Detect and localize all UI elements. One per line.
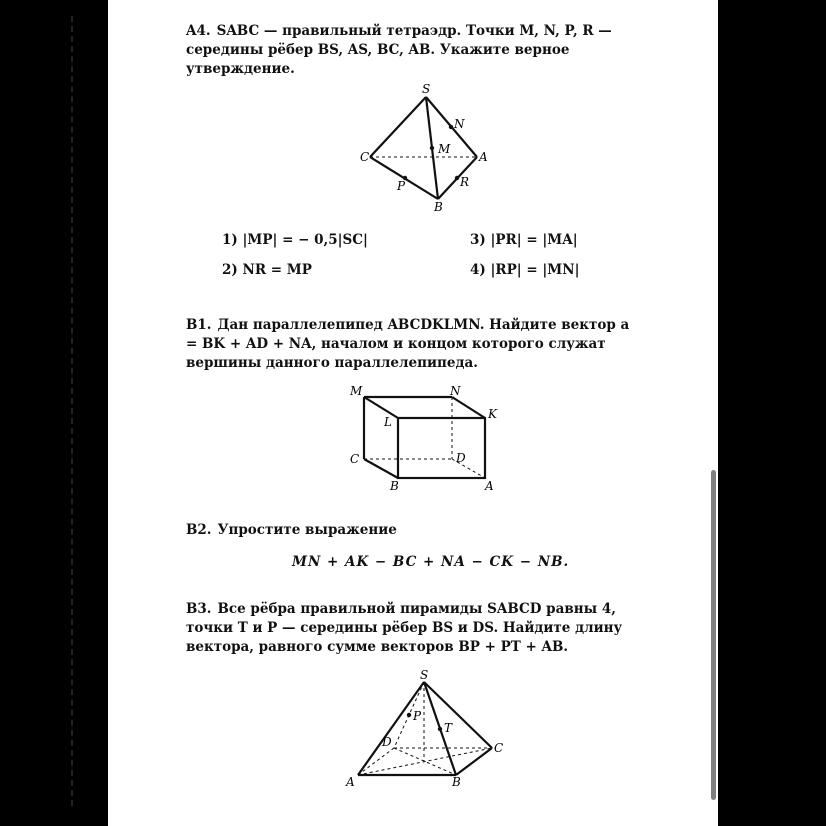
edge-sc (370, 97, 426, 157)
problem-text: Все рёбра правильной пирамиды SABCD равны 4, точки T и P — середины рёбер BS и DS. Найдите длину вектора, равного сумме векторов BP + PT + AB. (186, 601, 623, 655)
label-p: P (397, 179, 406, 193)
label-n: N (454, 117, 465, 131)
problem-text: Дан параллелепипед ABCDKLMN. Найдите вектор a = BK + AD + NA, началом и концом которого служат вершины данного параллелепипеда. (186, 317, 630, 371)
point-r (455, 176, 459, 180)
label-k: K (488, 407, 497, 421)
problem-a4 (186, 22, 632, 79)
diagonal-ac-hidden (358, 748, 492, 775)
label-r: R (460, 175, 470, 189)
edge-sa (358, 682, 424, 775)
label-n: N (450, 384, 461, 398)
point-n (449, 125, 453, 129)
option-4: 4) |RP| = |MN| (470, 262, 580, 278)
b2-expression: MN + AK − BC + NA − CK − NB. (292, 554, 570, 570)
problem-number: B1. (186, 317, 212, 333)
label-m: M (438, 142, 451, 156)
problem-number: B3. (186, 601, 212, 617)
option-3: 3) |PR| = |MA| (470, 232, 578, 248)
point-t (438, 727, 442, 731)
margin-dashed-line (71, 16, 73, 806)
label-a: A (346, 775, 355, 789)
problem-b2 (186, 521, 632, 540)
problem-b3 (186, 600, 632, 657)
label-d: D (456, 451, 466, 465)
option-1: 1) |MP| = − 0,5|SC| (222, 232, 368, 248)
label-b: B (452, 775, 461, 789)
point-m (430, 146, 434, 150)
edge-cb (364, 459, 398, 478)
label-c: C (350, 452, 360, 466)
label-p: P (413, 709, 422, 723)
problem-number: B2. (186, 522, 212, 538)
edge-bc (456, 748, 492, 775)
problem-b1 (186, 316, 632, 373)
problem-text: SABC — правильный тетраэдр. Точки M, N, P, R — середины рёбер BS, AS, BC, AB. Укажите верное утверждение. (186, 23, 612, 77)
problem-text: Упростите выражение (217, 522, 397, 538)
label-m: M (350, 384, 363, 398)
edge-nk (452, 397, 485, 418)
label-l: L (384, 415, 392, 429)
scrollbar[interactable] (711, 470, 716, 800)
parallelepiped-figure (340, 382, 510, 494)
label-a: A (479, 150, 488, 164)
label-s: S (420, 668, 429, 682)
label-b: B (434, 200, 443, 214)
label-c: C (360, 150, 370, 164)
edge-ml (364, 397, 398, 418)
pyramid-figure (340, 668, 510, 790)
label-c: C (494, 741, 504, 755)
label-a: A (485, 479, 494, 493)
label-t: T (444, 721, 453, 735)
label-b: B (390, 479, 399, 493)
option-2: 2) NR = MP (222, 262, 312, 278)
point-p (407, 713, 411, 717)
front-face (398, 418, 485, 478)
tetrahedron-figure (350, 80, 500, 215)
label-d: D (382, 735, 392, 749)
label-s: S (422, 82, 431, 96)
problem-number: A4. (186, 23, 211, 39)
